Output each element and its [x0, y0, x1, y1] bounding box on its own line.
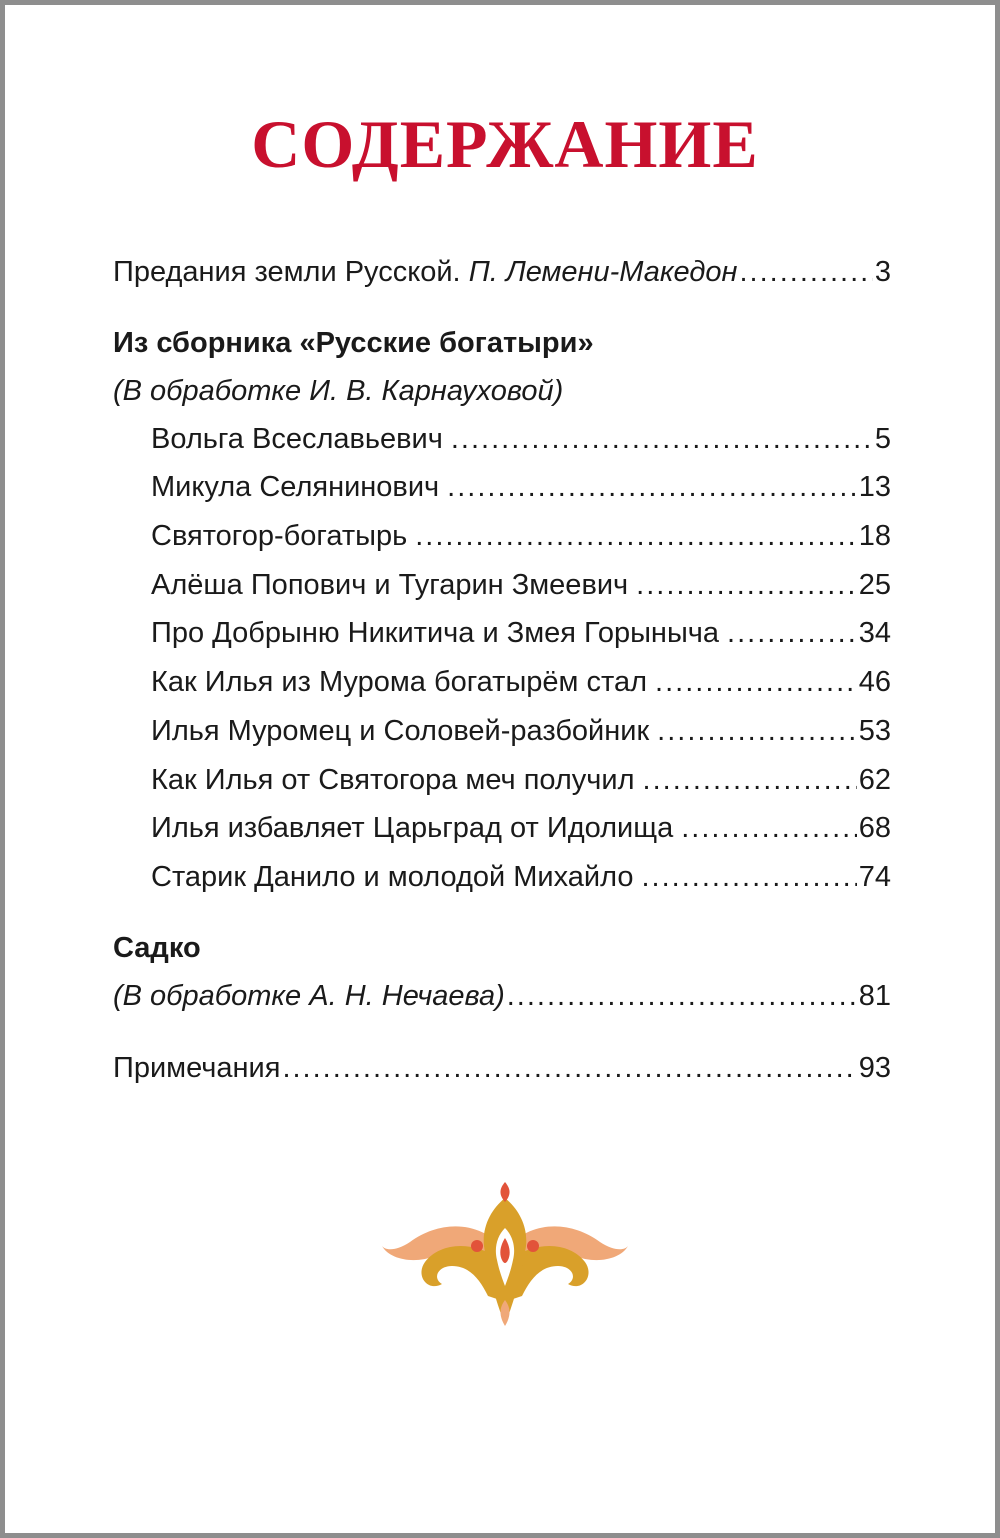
toc-entry-sadko[interactable]	[113, 976, 891, 1025]
ornament-right-bud	[527, 1240, 539, 1252]
toc-entry-label: Илья избавляет Царьград от Идолища	[151, 812, 674, 845]
leader-dots	[447, 467, 857, 507]
toc-entry-label: Как Илья из Мурома богатырём стал	[151, 666, 648, 699]
toc-entry-intro[interactable]	[113, 252, 891, 301]
toc-entry-page: 25	[858, 568, 891, 601]
toc-entry-label: Про Добрыню Никитича и Змея Горыныча	[151, 617, 720, 650]
leader-dots	[727, 613, 857, 653]
leader-dots	[507, 976, 857, 1016]
section-heading: Садко	[113, 931, 201, 964]
toc-entry-label: Алёша Попович и Тугарин Змеевич	[151, 568, 629, 601]
leader-dots	[643, 760, 857, 800]
leader-dots	[655, 662, 857, 702]
toc-entry[interactable]	[113, 516, 891, 565]
toc-entry-page: 5	[874, 422, 891, 455]
toc-entry-notes[interactable]	[113, 1048, 891, 1097]
toc-entry-page: 93	[858, 1052, 891, 1085]
toc-entry[interactable]	[113, 857, 891, 906]
toc-entry[interactable]	[113, 808, 891, 857]
toc-entry-page: 53	[858, 714, 891, 747]
floral-ornament-icon	[380, 1180, 630, 1330]
toc-entry[interactable]	[113, 760, 891, 809]
toc-entry-label: Святогор-богатырь	[151, 520, 408, 553]
leader-dots	[681, 808, 857, 848]
toc-entry[interactable]	[113, 565, 891, 614]
toc-entry-page: 34	[858, 617, 891, 650]
page-title: СОДЕРЖАНИЕ	[251, 106, 759, 182]
toc-entry-label: Как Илья от Святогора меч получил	[151, 763, 635, 796]
toc-entry[interactable]	[113, 662, 891, 711]
toc-entry-page: 13	[858, 471, 891, 504]
toc-entry[interactable]	[113, 467, 891, 516]
leader-dots	[657, 711, 857, 751]
toc-entry[interactable]	[113, 711, 891, 760]
toc-entry-label: Предания земли Русской. П. Лемени-Македон	[113, 256, 738, 288]
toc-entry[interactable]	[113, 419, 891, 468]
toc-entry-label: Примечания	[113, 1052, 281, 1085]
toc-entry-label: Старик Данило и молодой Михайло	[151, 860, 634, 893]
toc-entry-author: П. Лемени-Македон	[468, 256, 738, 288]
ornament-left-bud	[471, 1240, 483, 1252]
toc-entry-label: Илья Муромец и Соловей-разбойник	[151, 714, 650, 747]
leader-dots	[282, 1048, 856, 1088]
leader-dots	[739, 252, 872, 292]
leader-dots	[636, 565, 857, 605]
section-heading: Из сборника «Русские богатыри»	[113, 326, 594, 359]
toc-entry[interactable]	[113, 613, 891, 662]
toc-entry-page: 74	[858, 860, 891, 893]
toc-entry-page: 81	[858, 979, 891, 1012]
toc-entry-label: (В обработке А. Н. Нечаева)	[113, 979, 505, 1012]
toc-entry-page: 3	[874, 256, 891, 288]
toc-entry-page: 62	[858, 763, 891, 796]
leader-dots	[641, 857, 856, 897]
leader-dots	[451, 419, 873, 459]
toc-entry-label: Вольга Всеславьевич	[151, 422, 443, 455]
toc-entry-page: 18	[858, 520, 891, 553]
toc-entry-label: Микула Селянинович	[151, 471, 440, 504]
ornament-top-tip	[500, 1182, 509, 1202]
leader-dots	[415, 516, 857, 556]
toc-entry-page: 68	[858, 812, 891, 845]
section-subheading: (В обработке И. В. Карнауховой)	[113, 374, 564, 407]
toc-entry-page: 46	[858, 666, 891, 699]
table-of-contents	[113, 252, 891, 1097]
